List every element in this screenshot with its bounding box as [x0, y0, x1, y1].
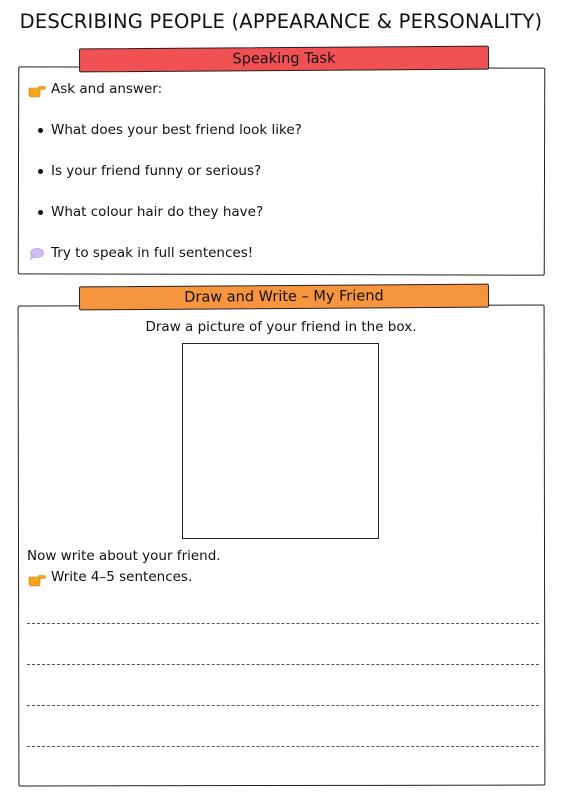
- bullet: [38, 169, 43, 174]
- question-3: What colour hair do they have?: [51, 204, 264, 220]
- speaking-intro: Ask and answer:: [51, 81, 163, 97]
- speech-bubble-icon: [29, 247, 44, 260]
- pointing-hand-icon: [28, 82, 46, 98]
- write-prompt: Now write about your friend.: [27, 548, 221, 564]
- question-2: Is your friend funny or serious?: [51, 163, 262, 179]
- writing-line[interactable]: [27, 705, 539, 706]
- drawing-box[interactable]: [182, 343, 379, 539]
- speaking-task-banner: [79, 46, 489, 73]
- writing-line[interactable]: [27, 623, 539, 624]
- question-1: What does your best friend look like?: [51, 122, 302, 138]
- page-title: DESCRIBING PEOPLE (APPEARANCE & PERSONALITY): [19, 10, 543, 33]
- speaking-tip: Try to speak in full sentences!: [51, 245, 254, 261]
- writing-line[interactable]: [27, 664, 539, 665]
- writing-line[interactable]: [27, 746, 539, 747]
- bullet: [38, 210, 43, 215]
- bullet: [38, 128, 43, 133]
- speaking-task-banner-label: Speaking Task: [232, 50, 336, 68]
- pointing-hand-icon: [28, 571, 46, 587]
- draw-instruction: Draw a picture of your friend in the box.: [145, 319, 417, 335]
- write-hint: Write 4–5 sentences.: [51, 569, 193, 585]
- draw-write-banner-label: Draw and Write – My Friend: [184, 288, 384, 306]
- draw-write-banner: [79, 284, 489, 311]
